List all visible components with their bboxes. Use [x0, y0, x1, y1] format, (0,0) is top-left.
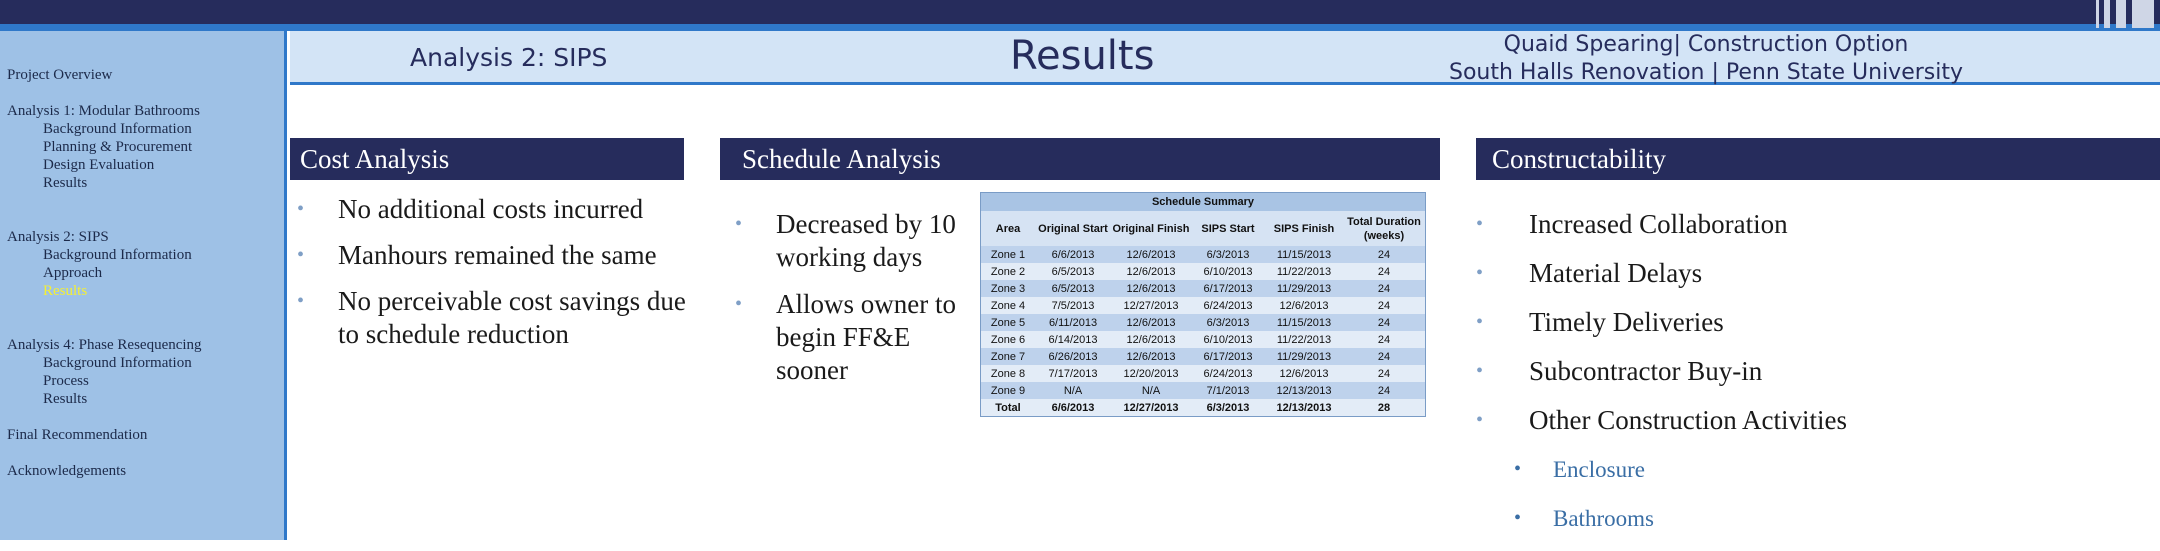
- table-cell: N/A: [1035, 382, 1111, 399]
- table-cell: 24: [1343, 365, 1426, 382]
- table-cell: Zone 5: [981, 314, 1036, 331]
- column-header: Original Start: [1035, 211, 1111, 246]
- table-cell: Zone 2: [981, 263, 1036, 280]
- sidebar-item-analysis-4[interactable]: Analysis 4: Phase Resequencing: [7, 337, 202, 353]
- table-cell: 12/6/2013: [1111, 263, 1191, 280]
- table-cell: 12/6/2013: [1265, 297, 1343, 314]
- sidebar-item-final-recommendation[interactable]: Final Recommendation: [7, 427, 148, 443]
- bullet-icon: •: [1476, 409, 1484, 431]
- bullet-icon: •: [1476, 360, 1484, 382]
- table-cell: 7/1/2013: [1191, 382, 1265, 399]
- table-cell: 24: [1343, 263, 1426, 280]
- table-cell: 24: [1343, 314, 1426, 331]
- column-header: SIPS Start: [1191, 211, 1265, 246]
- table-cell: 11/29/2013: [1265, 280, 1343, 297]
- author-line-1: Quaid Spearing| Construction Option: [1503, 32, 1909, 57]
- table-cell: 6/3/2013: [1191, 314, 1265, 331]
- sub-list-item: • Enclosure: [1476, 453, 2156, 486]
- corner-decoration: [2090, 0, 2160, 28]
- schedule-analysis-heading: Schedule Analysis: [720, 138, 1440, 180]
- table-cell: 6/3/2013: [1191, 246, 1265, 263]
- table-cell: 6/10/2013: [1191, 331, 1265, 348]
- bullet-icon: •: [1476, 213, 1484, 235]
- table-row: [981, 280, 1426, 297]
- list-item: • Allows owner to begin FF&E sooner: [735, 289, 956, 385]
- schedule-summary-table: [980, 192, 1426, 417]
- table-cell: 12/6/2013: [1111, 331, 1191, 348]
- constructability-heading: Constructability: [1476, 138, 2160, 180]
- table-cell: 12/6/2013: [1111, 280, 1191, 297]
- table-cell: 6/5/2013: [1035, 263, 1111, 280]
- sidebar-item-analysis-2[interactable]: Analysis 2: SIPS: [7, 229, 109, 245]
- table-cell: 12/6/2013: [1111, 246, 1191, 263]
- table-cell: 6/17/2013: [1191, 280, 1265, 297]
- table-cell: 7/17/2013: [1035, 365, 1111, 382]
- table-cell: 7/5/2013: [1035, 297, 1111, 314]
- table-cell: 6/24/2013: [1191, 297, 1265, 314]
- table-cell: 6/10/2013: [1191, 263, 1265, 280]
- list-item: • Decreased by 10 working days: [735, 209, 956, 272]
- table-cell: 12/13/2013: [1265, 382, 1343, 399]
- list-item: • Increased Collaboration: [1476, 209, 1788, 239]
- sidebar-item-analysis-1[interactable]: Analysis 1: Modular Bathrooms: [7, 103, 200, 119]
- list-item: • Timely Deliveries: [1476, 307, 1724, 337]
- table-cell: 6/17/2013: [1191, 348, 1265, 365]
- bullet-icon: •: [297, 198, 305, 220]
- table-cell: 6/3/2013: [1191, 399, 1265, 417]
- table-cell: 12/13/2013: [1265, 399, 1343, 417]
- column-header: Total Duration (weeks): [1343, 211, 1426, 246]
- table-cell: 24: [1343, 280, 1426, 297]
- table-row: [981, 246, 1426, 263]
- author-line-2: South Halls Renovation | Penn State University: [1448, 60, 1963, 85]
- table-cell: 24: [1343, 348, 1426, 365]
- sidebar-item-a2-approach[interactable]: Approach: [43, 265, 103, 281]
- table-cell: 24: [1343, 246, 1426, 263]
- table-cell: 24: [1343, 297, 1426, 314]
- top-bar: [0, 0, 2160, 24]
- table-row: [981, 314, 1426, 331]
- constructability-bullets: [1476, 208, 2156, 551]
- column-header: SIPS Finish: [1265, 211, 1343, 246]
- list-item: • Other Construction Activities: [1476, 405, 1847, 435]
- table-row: [981, 263, 1426, 280]
- table-cell: 28: [1343, 399, 1426, 417]
- table-cell: 11/15/2013: [1265, 314, 1343, 331]
- table-cell: 12/27/2013: [1111, 399, 1191, 417]
- table-cell: 24: [1343, 331, 1426, 348]
- table-cell: 6/6/2013: [1035, 399, 1111, 417]
- sidebar-item-a1-planning[interactable]: Planning & Procurement: [43, 139, 193, 155]
- bullet-icon: •: [297, 244, 305, 266]
- page-title: Results: [1010, 33, 1155, 79]
- list-item: • No perceivable cost savings due to schedule reduction: [297, 286, 686, 349]
- bullet-icon: •: [1514, 507, 1522, 529]
- table-cell: Zone 1: [981, 246, 1036, 263]
- table-cell: N/A: [1111, 382, 1191, 399]
- table-total-row: [981, 399, 1426, 417]
- sidebar-item-a2-background[interactable]: Background Information: [43, 247, 192, 263]
- table-row: [981, 365, 1426, 382]
- table-cell: Zone 3: [981, 280, 1036, 297]
- sidebar-item-project-overview[interactable]: Project Overview: [7, 67, 113, 83]
- table-row: [981, 382, 1426, 399]
- column-header: Area: [981, 211, 1036, 246]
- table-row: [981, 348, 1426, 365]
- table-cell: Zone 9: [981, 382, 1036, 399]
- cost-analysis-heading: Cost Analysis: [290, 138, 684, 180]
- table-cell: 11/22/2013: [1265, 263, 1343, 280]
- table-cell: 12/6/2013: [1111, 314, 1191, 331]
- table-cell: Zone 8: [981, 365, 1036, 382]
- list-item: • Subcontractor Buy-in: [1476, 356, 1763, 386]
- table-cell: 11/15/2013: [1265, 246, 1343, 263]
- table-cell: 6/11/2013: [1035, 314, 1111, 331]
- table-cell: Zone 7: [981, 348, 1036, 365]
- sidebar-item-acknowledgements[interactable]: Acknowledgements: [7, 463, 127, 479]
- table-row: [981, 331, 1426, 348]
- sidebar-item-a2-results[interactable]: Results: [43, 283, 88, 299]
- cost-bullets: [297, 193, 697, 364]
- sidebar-item-a1-design[interactable]: Design Evaluation: [43, 157, 155, 173]
- table-caption: Schedule Summary: [981, 193, 1426, 212]
- table-cell: Zone 6: [981, 331, 1036, 348]
- table-cell: 12/6/2013: [1111, 348, 1191, 365]
- table-cell: 11/29/2013: [1265, 348, 1343, 365]
- column-header: Original Finish: [1111, 211, 1191, 246]
- bullet-icon: •: [1476, 262, 1484, 284]
- sidebar-item-a1-results[interactable]: Results: [43, 175, 88, 191]
- table-cell: 12/20/2013: [1111, 365, 1191, 382]
- table-cell: 11/22/2013: [1265, 331, 1343, 348]
- top-accent-line: [0, 24, 2160, 31]
- sidebar-item-a4-process[interactable]: Process: [43, 373, 89, 389]
- bullet-icon: •: [735, 213, 743, 235]
- table-cell: 6/14/2013: [1035, 331, 1111, 348]
- bullet-icon: •: [735, 293, 743, 315]
- table-cell: 12/6/2013: [1265, 365, 1343, 382]
- list-item: • No additional costs incurred: [297, 194, 644, 224]
- list-item: • Material Delays: [1476, 258, 1703, 288]
- author-info: [1356, 31, 2056, 87]
- table-cell: 6/26/2013: [1035, 348, 1111, 365]
- sidebar-nav: [0, 31, 287, 540]
- bullet-icon: •: [1514, 458, 1522, 480]
- table-cell: Total: [981, 399, 1036, 417]
- analysis-label: Analysis 2: SIPS: [410, 43, 608, 72]
- schedule-bullets: [735, 208, 965, 400]
- table-row: [981, 297, 1426, 314]
- slide-header: [290, 31, 2160, 85]
- bullet-icon: •: [297, 290, 305, 312]
- list-item: • Manhours remained the same: [297, 240, 657, 270]
- table-cell: 6/24/2013: [1191, 365, 1265, 382]
- table-cell: 6/6/2013: [1035, 246, 1111, 263]
- sidebar-item-a4-results[interactable]: Results: [43, 391, 88, 407]
- sidebar-item-a4-background[interactable]: Background Information: [43, 355, 192, 371]
- sidebar-item-a1-background[interactable]: Background Information: [43, 121, 192, 137]
- bullet-icon: •: [1476, 311, 1484, 333]
- table-cell: 24: [1343, 382, 1426, 399]
- sub-list-item: • Bathrooms: [1476, 502, 2156, 535]
- table-header-row: [981, 211, 1426, 246]
- table-cell: 6/5/2013: [1035, 280, 1111, 297]
- table-cell: Zone 4: [981, 297, 1036, 314]
- table-cell: 12/27/2013: [1111, 297, 1191, 314]
